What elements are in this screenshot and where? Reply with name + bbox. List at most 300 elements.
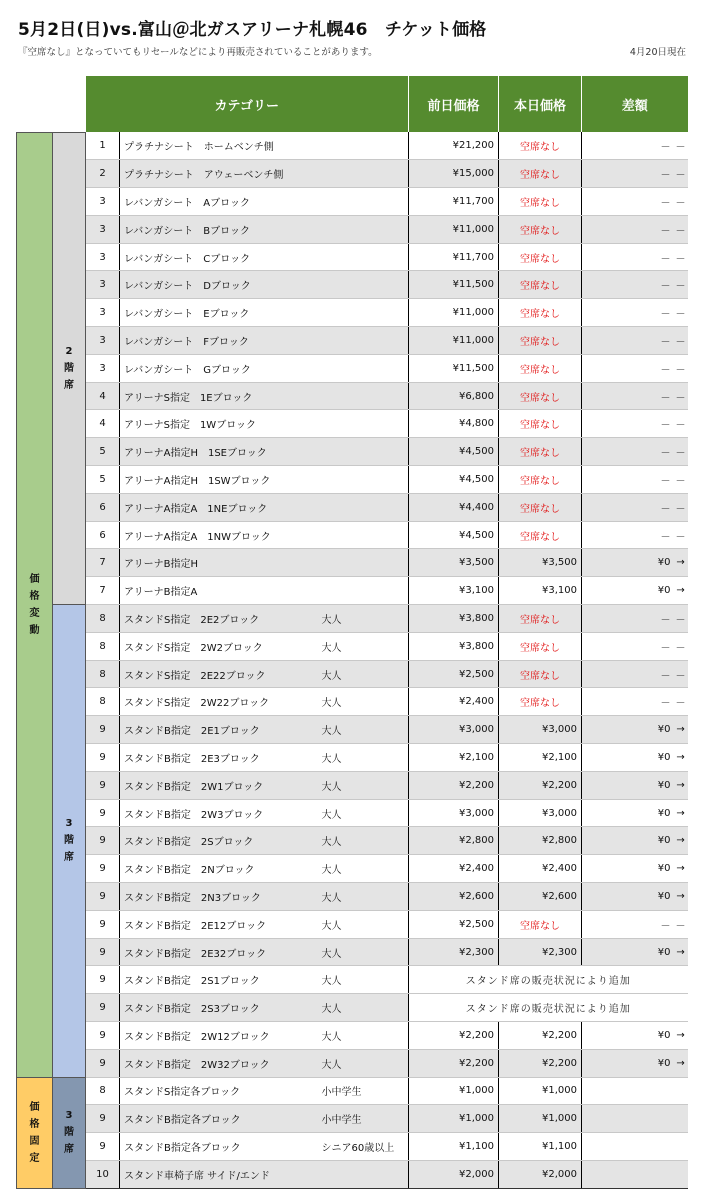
row-trend-mark: → [674,938,688,966]
row-category: プラチナシート アウェーベンチ側 [120,160,320,188]
row-category: アリーナA指定A 1NWブロック [120,521,320,549]
row-category: アリーナS指定 1Eブロック [120,382,320,410]
row-trend-mark: → [674,1022,688,1050]
row-subcategory [320,549,409,577]
group-price-fixed [17,1077,53,1188]
row-category: スタンドS指定 2W22ブロック [120,688,320,716]
row-trend-mark: － [674,188,688,216]
row-today-sold-out: 空席なし [499,354,582,382]
group-floor2-label: 2階席 [64,345,74,391]
row-number: 7 [86,577,120,605]
header-today-price: 本日価格 [499,76,582,132]
row-diff: ¥0 [582,1049,674,1077]
row-today-sold-out: 空席なし [499,271,582,299]
row-number: 3 [86,271,120,299]
row-prev-price: ¥3,800 [409,632,499,660]
table-row [17,521,688,549]
table-row [17,466,688,494]
row-number: 3 [86,299,120,327]
row-prev-price: ¥2,200 [409,1049,499,1077]
row-prev-price: ¥11,700 [409,243,499,271]
group-floor3-fixed [53,1077,86,1188]
row-subcategory: 大人 [320,855,409,883]
row-diff: － [582,438,674,466]
row-diff: ¥0 [582,855,674,883]
row-trend-mark: → [674,1049,688,1077]
row-category: レバンガシート Gブロック [120,354,320,382]
group-floor3 [53,605,86,1078]
row-prev-price: ¥3,000 [409,799,499,827]
row-category: スタンドS指定 2E22ブロック [120,660,320,688]
row-trend-mark: － [674,660,688,688]
row-diff: － [582,493,674,521]
row-prev-price: ¥2,300 [409,938,499,966]
row-category: スタンドB指定各ブロック [120,1105,320,1133]
row-category: レバンガシート Aブロック [120,188,320,216]
row-today-sold-out: 空席なし [499,521,582,549]
table-row [17,188,688,216]
row-subcategory: 大人 [320,744,409,772]
row-category: スタンドS指定 2W2ブロック [120,632,320,660]
row-diff: － [582,688,674,716]
row-category: スタンドB指定 2S3ブロック [120,994,320,1022]
table-row [17,632,688,660]
row-number: 8 [86,1077,120,1105]
row-trend-mark: → [674,827,688,855]
row-diff [582,1077,674,1105]
row-subcategory [320,354,409,382]
row-number: 9 [86,938,120,966]
row-diff: － [582,243,674,271]
row-diff: － [582,521,674,549]
row-prev-price: ¥3,500 [409,549,499,577]
row-today-sold-out: 空席なし [499,410,582,438]
row-diff: ¥0 [582,938,674,966]
ticket-price-table [16,76,687,1189]
row-prev-price: ¥21,200 [409,132,499,160]
row-prev-price: ¥4,500 [409,466,499,494]
row-number: 9 [86,1022,120,1050]
row-diff [582,1133,674,1161]
row-prev-price: ¥3,800 [409,605,499,633]
row-trend-mark [674,1105,688,1133]
table-row [17,827,688,855]
row-trend-mark: → [674,799,688,827]
table-row [17,438,688,466]
row-category: スタンド車椅子席 サイド/エンド [120,1160,320,1188]
row-today-price: ¥1,000 [499,1105,582,1133]
row-prev-price: ¥2,400 [409,855,499,883]
row-today-sold-out: 空席なし [499,382,582,410]
row-subcategory: 大人 [320,799,409,827]
row-number: 9 [86,994,120,1022]
row-category: スタンドS指定 2E2ブロック [120,605,320,633]
row-number: 2 [86,160,120,188]
row-prev-price: ¥11,000 [409,327,499,355]
row-prev-price: ¥4,400 [409,493,499,521]
row-subcategory [320,243,409,271]
row-category: アリーナB指定H [120,549,320,577]
table-row [17,1077,688,1105]
row-today-price: ¥3,100 [499,577,582,605]
row-diff: ¥0 [582,577,674,605]
row-trend-mark: － [674,299,688,327]
row-added-note: スタンド席の販売状況により追加 [409,966,688,994]
row-today-sold-out: 空席なし [499,493,582,521]
row-number: 9 [86,1105,120,1133]
page-title: 5月2日(日)vs.富山＠北ガスアリーナ札幌46 チケット価格 [18,20,487,40]
table-row [17,1105,688,1133]
group-price-variable-label: 価格変動 [29,573,40,636]
row-number: 9 [86,910,120,938]
row-subcategory [320,188,409,216]
group-floor2 [53,132,86,605]
row-subcategory [320,299,409,327]
table-row [17,605,688,633]
row-diff: － [582,605,674,633]
row-trend-mark [674,1077,688,1105]
header-category: カテゴリー [86,76,409,132]
row-category: スタンドB指定 2E1ブロック [120,716,320,744]
table-row [17,327,688,355]
row-prev-price: ¥4,500 [409,521,499,549]
row-diff: － [582,271,674,299]
row-category: スタンドB指定 2W32ブロック [120,1049,320,1077]
row-trend-mark: → [674,549,688,577]
row-number: 10 [86,1160,120,1188]
row-prev-price: ¥1,000 [409,1105,499,1133]
row-trend-mark [674,1160,688,1188]
row-trend-mark: － [674,327,688,355]
row-today-price: ¥2,800 [499,827,582,855]
row-category: アリーナA指定H 1SWブロック [120,466,320,494]
row-diff [582,1160,674,1188]
row-number: 3 [86,188,120,216]
row-category: スタンドS指定各ブロック [120,1077,320,1105]
row-today-sold-out: 空席なし [499,132,582,160]
row-number: 3 [86,215,120,243]
row-diff: － [582,132,674,160]
group-floor3-fixed-label: 3階席 [64,1110,74,1156]
row-today-sold-out: 空席なし [499,160,582,188]
row-number: 1 [86,132,120,160]
row-prev-price: ¥11,000 [409,215,499,243]
row-prev-price: ¥2,200 [409,771,499,799]
row-diff: ¥0 [582,744,674,772]
row-subcategory [320,160,409,188]
row-category: レバンガシート Bブロック [120,215,320,243]
row-number: 9 [86,1049,120,1077]
row-subcategory: 小中学生 [320,1105,409,1133]
row-subcategory: 大人 [320,1049,409,1077]
row-trend-mark: → [674,744,688,772]
row-category: アリーナS指定 1Wブロック [120,410,320,438]
row-today-sold-out: 空席なし [499,660,582,688]
row-today-sold-out: 空席なし [499,215,582,243]
row-diff: － [582,354,674,382]
row-subcategory [320,521,409,549]
row-today-price: ¥3,000 [499,716,582,744]
row-number: 9 [86,855,120,883]
row-prev-price: ¥2,200 [409,1022,499,1050]
row-diff: － [582,299,674,327]
row-today-price: ¥3,500 [499,549,582,577]
row-today-price: ¥2,200 [499,1049,582,1077]
row-prev-price: ¥2,600 [409,883,499,911]
row-prev-price: ¥6,800 [409,382,499,410]
row-diff: ¥0 [582,1022,674,1050]
row-diff: － [582,160,674,188]
row-trend-mark: － [674,132,688,160]
row-number: 9 [86,966,120,994]
table-row [17,966,688,994]
table-row [17,910,688,938]
row-category: スタンドB指定 2S1ブロック [120,966,320,994]
row-trend-mark: － [674,521,688,549]
table-row [17,799,688,827]
row-number: 9 [86,799,120,827]
row-prev-price: ¥15,000 [409,160,499,188]
row-subcategory: 大人 [320,938,409,966]
row-subcategory: 大人 [320,827,409,855]
table-row [17,271,688,299]
row-today-price: ¥2,300 [499,938,582,966]
table-row [17,410,688,438]
row-number: 9 [86,716,120,744]
row-today-sold-out: 空席なし [499,299,582,327]
row-number: 6 [86,521,120,549]
row-number: 3 [86,354,120,382]
row-diff: － [582,215,674,243]
row-prev-price: ¥11,500 [409,354,499,382]
row-trend-mark: → [674,716,688,744]
row-category: レバンガシート Dブロック [120,271,320,299]
row-prev-price: ¥11,700 [409,188,499,216]
row-prev-price: ¥1,000 [409,1077,499,1105]
row-category: スタンドB指定 2E32ブロック [120,938,320,966]
row-today-price: ¥1,000 [499,1077,582,1105]
row-number: 4 [86,382,120,410]
row-today-price: ¥3,000 [499,799,582,827]
row-subcategory [320,215,409,243]
row-number: 9 [86,827,120,855]
row-category: レバンガシート Eブロック [120,299,320,327]
row-category: スタンドB指定 2Nブロック [120,855,320,883]
row-diff: ¥0 [582,827,674,855]
row-trend-mark: → [674,855,688,883]
header-diff: 差額 [582,76,688,132]
row-category: スタンドB指定 2E3ブロック [120,744,320,772]
row-subcategory [320,382,409,410]
row-prev-price: ¥2,500 [409,910,499,938]
row-trend-mark: → [674,883,688,911]
table-row [17,215,688,243]
row-today-sold-out: 空席なし [499,605,582,633]
row-trend-mark: － [674,466,688,494]
row-today-sold-out: 空席なし [499,438,582,466]
row-category: レバンガシート Cブロック [120,243,320,271]
row-subcategory: 大人 [320,994,409,1022]
row-today-price: ¥2,200 [499,1022,582,1050]
row-trend-mark: － [674,160,688,188]
row-diff: － [582,382,674,410]
row-today-sold-out: 空席なし [499,327,582,355]
table-row [17,1133,688,1161]
header-prev-price: 前日価格 [409,76,499,132]
row-subcategory: 大人 [320,688,409,716]
row-trend-mark: → [674,577,688,605]
row-subcategory: 大人 [320,771,409,799]
row-trend-mark: － [674,271,688,299]
row-subcategory: 大人 [320,660,409,688]
row-subcategory: 大人 [320,1022,409,1050]
row-prev-price: ¥3,100 [409,577,499,605]
row-subcategory: 大人 [320,632,409,660]
row-prev-price: ¥4,500 [409,438,499,466]
row-subcategory [320,132,409,160]
row-number: 4 [86,410,120,438]
table-row [17,299,688,327]
row-trend-mark: － [674,354,688,382]
row-today-price: ¥2,000 [499,1160,582,1188]
row-prev-price: ¥4,800 [409,410,499,438]
row-subcategory [320,577,409,605]
row-prev-price: ¥2,800 [409,827,499,855]
row-today-sold-out: 空席なし [499,632,582,660]
row-category: プラチナシート ホームベンチ側 [120,132,320,160]
row-diff: － [582,466,674,494]
row-added-note: スタンド席の販売状況により追加 [409,994,688,1022]
row-today-price: ¥2,600 [499,883,582,911]
row-subcategory: 小中学生 [320,1077,409,1105]
table-row [17,577,688,605]
row-category: アリーナA指定H 1SEブロック [120,438,320,466]
table-row [17,1022,688,1050]
row-category: アリーナA指定A 1NEブロック [120,493,320,521]
table-row [17,382,688,410]
row-prev-price: ¥1,100 [409,1133,499,1161]
row-category: スタンドB指定 2W3ブロック [120,799,320,827]
row-diff [582,1105,674,1133]
row-number: 5 [86,438,120,466]
row-subcategory: 大人 [320,883,409,911]
table-row [17,855,688,883]
row-number: 6 [86,493,120,521]
row-category: スタンドB指定 2W12ブロック [120,1022,320,1050]
table-row [17,493,688,521]
row-number: 9 [86,771,120,799]
row-number: 9 [86,883,120,911]
row-today-price: ¥2,100 [499,744,582,772]
row-trend-mark: → [674,771,688,799]
row-subcategory [320,438,409,466]
table-row [17,1049,688,1077]
row-prev-price: ¥11,500 [409,271,499,299]
row-subcategory [320,1160,409,1188]
row-trend-mark: － [674,632,688,660]
row-prev-price: ¥3,000 [409,716,499,744]
row-trend-mark: － [674,493,688,521]
table-row [17,160,688,188]
row-trend-mark: － [674,215,688,243]
row-number: 8 [86,688,120,716]
table-row [17,994,688,1022]
row-number: 9 [86,1133,120,1161]
row-trend-mark: － [674,410,688,438]
table-row [17,716,688,744]
row-number: 8 [86,660,120,688]
row-number: 8 [86,605,120,633]
row-number: 3 [86,243,120,271]
row-subcategory: 大人 [320,966,409,994]
row-diff: － [582,188,674,216]
row-today-sold-out: 空席なし [499,688,582,716]
row-trend-mark: － [674,382,688,410]
row-diff: － [582,660,674,688]
table-body [17,132,688,1188]
row-diff: ¥0 [582,549,674,577]
row-category: レバンガシート Fブロック [120,327,320,355]
row-category: スタンドB指定 2N3ブロック [120,883,320,911]
row-subcategory: 大人 [320,716,409,744]
row-prev-price: ¥2,400 [409,688,499,716]
table-row [17,688,688,716]
row-trend-mark [674,1133,688,1161]
row-today-sold-out: 空席なし [499,910,582,938]
table-row [17,132,688,160]
group-floor3-label: 3階席 [64,818,74,864]
table-row [17,883,688,911]
row-number: 7 [86,549,120,577]
row-today-sold-out: 空席なし [499,188,582,216]
row-diff: ¥0 [582,799,674,827]
table-row [17,660,688,688]
row-subcategory: 大人 [320,910,409,938]
row-subcategory [320,493,409,521]
row-category: スタンドB指定 2Sブロック [120,827,320,855]
header-spacer-floor [53,76,86,132]
table-row [17,771,688,799]
row-subcategory: シニア60歳以上 [320,1133,409,1161]
row-diff: ¥0 [582,771,674,799]
row-subcategory [320,271,409,299]
row-today-price: ¥2,400 [499,855,582,883]
row-today-price: ¥1,100 [499,1133,582,1161]
row-diff: － [582,910,674,938]
row-diff: ¥0 [582,883,674,911]
row-category: スタンドB指定 2W1ブロック [120,771,320,799]
row-diff: － [582,632,674,660]
as-of-date: 4月20日現在 [629,47,686,58]
table-row [17,1160,688,1188]
row-trend-mark: － [674,688,688,716]
header-spacer-group [17,76,53,132]
row-trend-mark: － [674,243,688,271]
resale-note: 『空席なし』となっていてもリセールなどにより再販売されていることがあります。 [18,47,378,58]
row-today-sold-out: 空席なし [499,243,582,271]
row-category: スタンドB指定各ブロック [120,1133,320,1161]
row-subcategory [320,466,409,494]
row-number: 5 [86,466,120,494]
row-diff: － [582,410,674,438]
row-today-price: ¥2,200 [499,771,582,799]
row-number: 8 [86,632,120,660]
table-row [17,744,688,772]
row-subcategory [320,410,409,438]
table-row [17,243,688,271]
row-prev-price: ¥2,500 [409,660,499,688]
row-number: 9 [86,744,120,772]
